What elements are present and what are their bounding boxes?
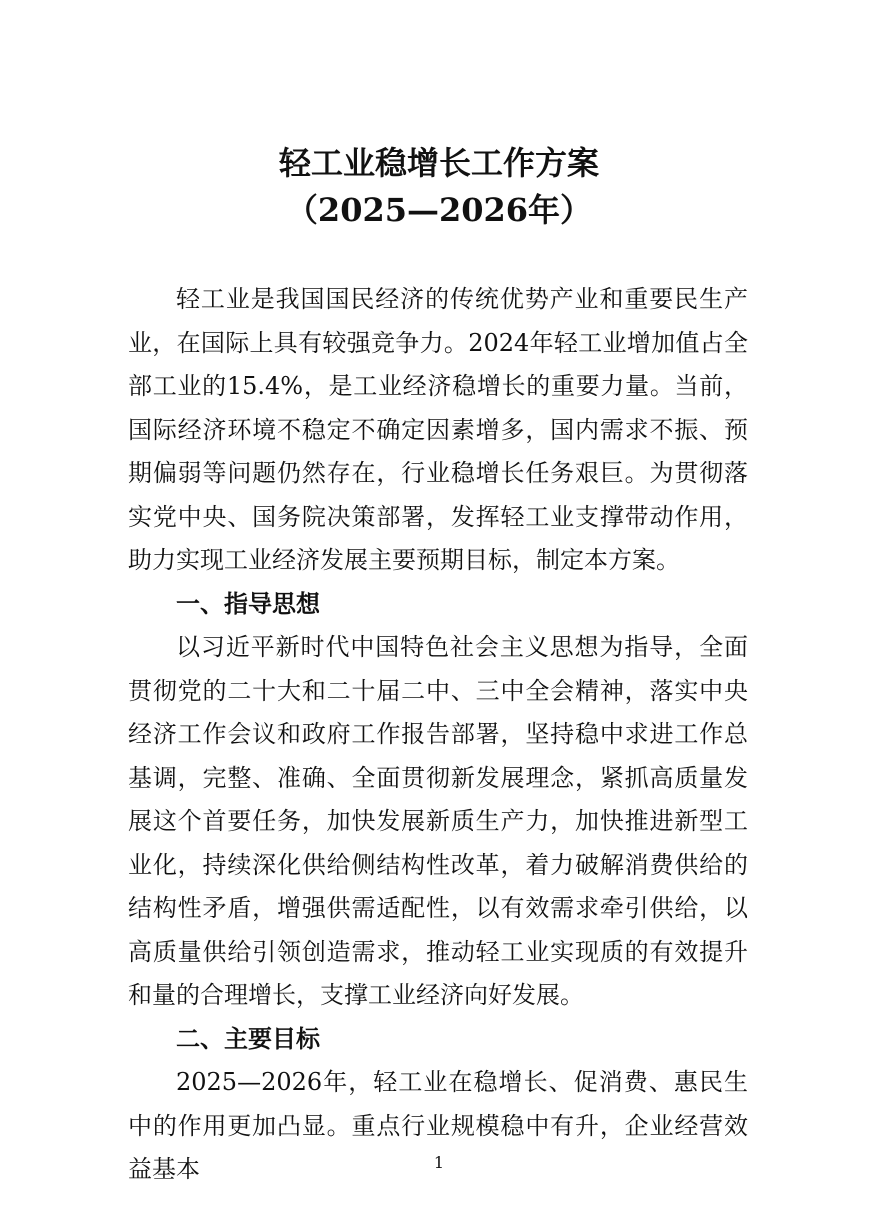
- main-goals-paragraph: 2025—2026年，轻工业在稳增长、促消费、惠民生中的作用更加凸显。重点行业规模稳中有升，企业经营效益基本: [128, 1068, 748, 1183]
- section-heading-main-goals: 二、主要目标: [176, 1024, 320, 1053]
- intro-paragraph: 轻工业是我国国民经济的传统优势产业和重要民生产业，在国际上具有较强竞争力。2024年轻工业增加值占全部工业的15.4%，是工业经济稳增长的重要力量。当前，国际经济环境不稳定不确定因素增多，国内需求不振、预期偏弱等问题仍然存在，行业稳增长任务艰巨。为贯彻落实党中央、国务院决策部署，发挥轻工业支撑带动作用，助力实现工业经济发展主要预期目标，制定本方案。: [128, 285, 748, 574]
- document-title: 轻工业稳增长工作方案: [278, 144, 599, 182]
- document-subtitle: （2025—2026年）: [285, 191, 593, 229]
- section-heading-guiding-ideology: 一、指导思想: [176, 589, 320, 618]
- document-body: [128, 278, 748, 1192]
- guiding-ideology-paragraph: 以习近平新时代中国特色社会主义思想为指导，全面贯彻党的二十大和二十届二中、三中全会精神，落实中央经济工作会议和政府工作报告部署，坚持稳中求进工作总基调，完整、准确、全面贯彻新发展理念，紧抓高质量发展这个首要任务，加快发展新质生产力，加快推进新型工业化，持续深化供给侧结构性改革，着力破解消费供给的结构性矛盾，增强供需适配性，以有效需求牵引供给，以高质量供给引领创造需求，推动轻工业实现质的有效提升和量的合理增长，支撑工业经济向好发展。: [128, 633, 748, 1009]
- page-number: 1: [433, 1153, 445, 1172]
